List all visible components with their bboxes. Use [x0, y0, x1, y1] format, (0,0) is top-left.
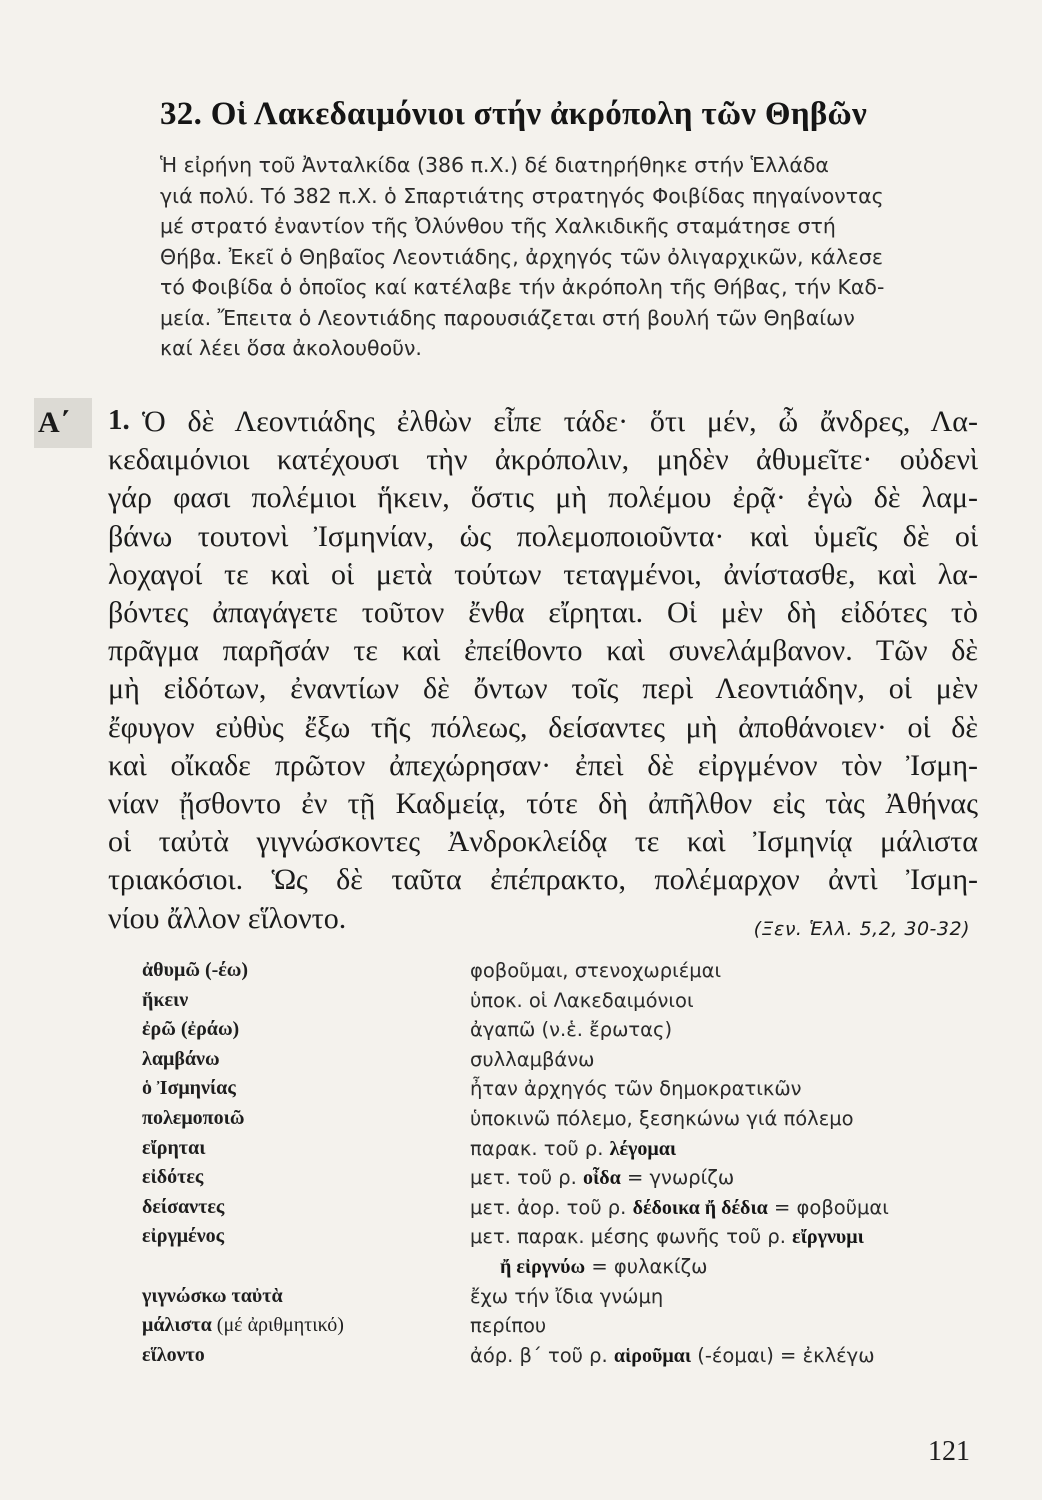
text-line: λοχαγοί τε καὶ οἱ μετὰ τούτων τεταγμένοι, ἀνίστασθε, καὶ λα-	[108, 557, 978, 591]
text-line: γάρ φασι πολέμιοι ἥκειν, ὅστις μὴ πολέμου ἐρᾷ· ἐγὼ δὲ λαμ-	[108, 481, 978, 515]
chapter-title: 32. Οἱ Λακεδαιμόνιοι στήν ἀκρόπολη τῶν Θηβῶν	[160, 96, 868, 132]
glossary-term: ἀθυμῶ (-έω)	[142, 959, 249, 981]
text-line: κεδαιμόνιοι κατέχουσι τὴν ἀκρόπολιν, μηδὲν ἀθυμεῖτε· οὐδενὶ	[108, 443, 978, 477]
text-line: νίου ἄλλον εἵλοντο.	[108, 901, 347, 935]
glossary-row	[142, 1341, 982, 1371]
page-number: 121	[928, 1436, 970, 1467]
glossary-def	[470, 1163, 734, 1194]
glossary-row-continuation	[142, 1252, 982, 1282]
intro-line: γιά πολύ. Τό 382 π.Χ. ὁ Σπαρτιάτης στρατηγός Φοιβίδας πηγαίνοντας	[160, 183, 884, 208]
glossary-term: ἥκειν	[142, 988, 189, 1011]
glossary	[142, 956, 982, 1370]
glossary-row	[142, 1311, 982, 1341]
text-line-last	[108, 900, 978, 938]
paragraph-number: 1.	[108, 404, 130, 436]
glossary-row	[142, 1193, 982, 1223]
intro-paragraph	[160, 150, 990, 364]
glossary-def: συλλαμβάνω	[470, 1047, 595, 1071]
ancient-text	[108, 403, 978, 938]
glossary-row	[142, 1163, 982, 1193]
glossary-row	[142, 1222, 982, 1252]
glossary-row	[142, 986, 982, 1016]
def-verb: λέγομαι	[609, 1137, 677, 1160]
glossary-def: ὑποκ. οἱ Λακεδαιμόνιοι	[470, 988, 694, 1012]
def-text: = φυλακίζω	[591, 1254, 708, 1278]
term-note: (μέ ἀριθμητικό)	[216, 1314, 344, 1337]
def-text: μετ. παρακ. μέσης φωνῆς τοῦ ρ.	[470, 1225, 786, 1249]
glossary-def	[470, 1222, 864, 1253]
glossary-term: γιγνώσκω ταὐτὰ	[142, 1284, 283, 1307]
term-bold: μάλιστα	[142, 1314, 212, 1337]
glossary-row	[142, 1045, 982, 1075]
glossary-row	[142, 956, 982, 986]
glossary-term: δείσαντες	[142, 1195, 225, 1218]
def-verb: δέδοικα ἤ δέδια	[632, 1196, 768, 1219]
text-line: Ὁ δὲ Λεοντιάδης ἐλθὼν εἶπε τάδε· ὅτι μέν, ὦ ἄνδρες, Λα-	[142, 405, 978, 438]
glossary-def: ἦταν ἀρχηγός τῶν δημοκρατικῶν	[470, 1077, 802, 1101]
def-verb: εἴργνυμι	[792, 1226, 864, 1249]
glossary-row	[142, 1104, 982, 1134]
glossary-term: λαμβάνω	[142, 1047, 220, 1070]
text-line: βόντες ἀπαγάγετε τοῦτον ἔνθα εἴρηται. Οἱ μὲν δὴ εἰδότες τὸ	[108, 596, 978, 630]
intro-line: καί λέει ὅσα ἀκολουθοῦν.	[160, 336, 422, 360]
glossary-term: πολεμοποιῶ	[142, 1106, 245, 1129]
glossary-def	[470, 1134, 676, 1165]
text-line: οἱ ταὐτὰ γιγνώσκοντες Ἀνδροκλείδᾳ τε καὶ Ἰσμηνίᾳ μάλιστα	[108, 825, 978, 859]
glossary-term: ὁ Ἰσμηνίας	[142, 1077, 236, 1100]
text-line: μὴ εἰδότων, ἐναντίων δὲ ὄντων τοῖς περὶ Λεοντιάδην, οἱ μὲν	[108, 672, 978, 706]
text-line: νίαν ᾔσθοντο ἐν τῇ Καδμείᾳ, τότε δὴ ἀπῆλθον εἰς τὰς Ἀθήνας	[108, 787, 978, 821]
glossary-def	[470, 1341, 875, 1372]
glossary-def	[500, 1252, 707, 1283]
source-citation: (Ξεν. Ἑλλ. 5,2, 30-32)	[753, 917, 970, 940]
intro-line: μεία. Ἔπειτα ὁ Λεοντιάδης παρουσιάζεται στή βουλή τῶν Θηβαίων	[160, 305, 855, 330]
intro-line: Θήβα. Ἐκεῖ ὁ Θηβαῖος Λεοντιάδης, ἀρχηγός τῶν ὀλιγαρχικῶν, κάλεσε	[160, 244, 883, 269]
text-line: τριακόσιοι. Ὡς δὲ ταῦτα ἐπέπρακτο, πολέμαρχον ἀντὶ Ἰσμη-	[108, 863, 978, 897]
glossary-def: ὑποκινῶ πόλεμο, ξεσηκώνω γιά πόλεμο	[470, 1106, 854, 1130]
def-text: μετ. τοῦ ρ.	[470, 1166, 577, 1190]
intro-line: μέ στρατό ἐναντίον τῆς Ὀλύνθου τῆς Χαλκιδικῆς σταμάτησε στή	[160, 214, 836, 238]
def-verb: οἶδα	[583, 1167, 621, 1190]
glossary-term: ἐρῶ (ἐράω)	[142, 1018, 240, 1041]
intro-line: τό Φοιβίδα ὁ ὁποῖος καί κατέλαβε τήν ἀκρόπολη τῆς Θήβας, τήν Καδ-	[160, 275, 885, 299]
def-text: μετ. ἀορ. τοῦ ρ.	[470, 1195, 627, 1219]
text-line: ἔφυγον εὐθὺς ἔξω τῆς πόλεως, δείσαντες μὴ ἀποθάνοιεν· οἱ δὲ	[108, 710, 978, 744]
glossary-def: περίπου	[470, 1314, 547, 1338]
def-text: = φοβοῦμαι	[774, 1195, 889, 1219]
def-text: παρακ. τοῦ ρ.	[470, 1136, 604, 1160]
glossary-def	[470, 1193, 889, 1224]
glossary-term: εἴρηται	[142, 1136, 206, 1159]
glossary-term	[142, 1311, 344, 1341]
glossary-row	[142, 1074, 982, 1104]
glossary-def: φοβοῦμαι, στενοχωριέμαι	[470, 959, 722, 982]
text-line: βάνω τουτονὶ Ἰσμηνίαν, ὡς πολεμοποιοῦντα· καὶ ὑμεῖς δὲ οἱ	[108, 519, 978, 553]
def-verb: ἤ εἰργνύω	[500, 1255, 586, 1278]
def-text: ἀόρ. β΄ τοῦ ρ.	[470, 1343, 608, 1367]
intro-line: Ἡ εἰρήνη τοῦ Ἀνταλκίδα (386 π.Χ.) δέ διατηρήθηκε στήν Ἑλλάδα	[160, 153, 829, 177]
text-line: καὶ οἴκαδε πρῶτον ἀπεχώρησαν· ἐπεὶ δὲ εἰργμένον τὸν Ἰσμη-	[108, 748, 978, 782]
glossary-row	[142, 1282, 982, 1312]
glossary-row	[142, 1015, 982, 1045]
glossary-def: ἀγαπῶ (ν.ἑ. ἔρωτας)	[470, 1018, 673, 1042]
glossary-term: εἰδότες	[142, 1166, 204, 1189]
glossary-def: ἔχω τήν ἴδια γνώμη	[470, 1284, 664, 1308]
text-line: πρᾶγμα παρῆσάν τε καὶ ἐπείθοντο καὶ συνελάμβανον. Τῶν δὲ	[108, 634, 978, 668]
def-verb: αἱροῦμαι	[613, 1344, 692, 1367]
glossary-term: εἰργμένος	[142, 1225, 225, 1248]
glossary-row	[142, 1134, 982, 1164]
def-text: (-έομαι) = ἐκλέγω	[697, 1343, 875, 1367]
section-marker: Α΄	[34, 398, 92, 448]
def-text: = γνωρίζω	[626, 1166, 735, 1190]
glossary-term: εἵλοντο	[142, 1343, 205, 1366]
